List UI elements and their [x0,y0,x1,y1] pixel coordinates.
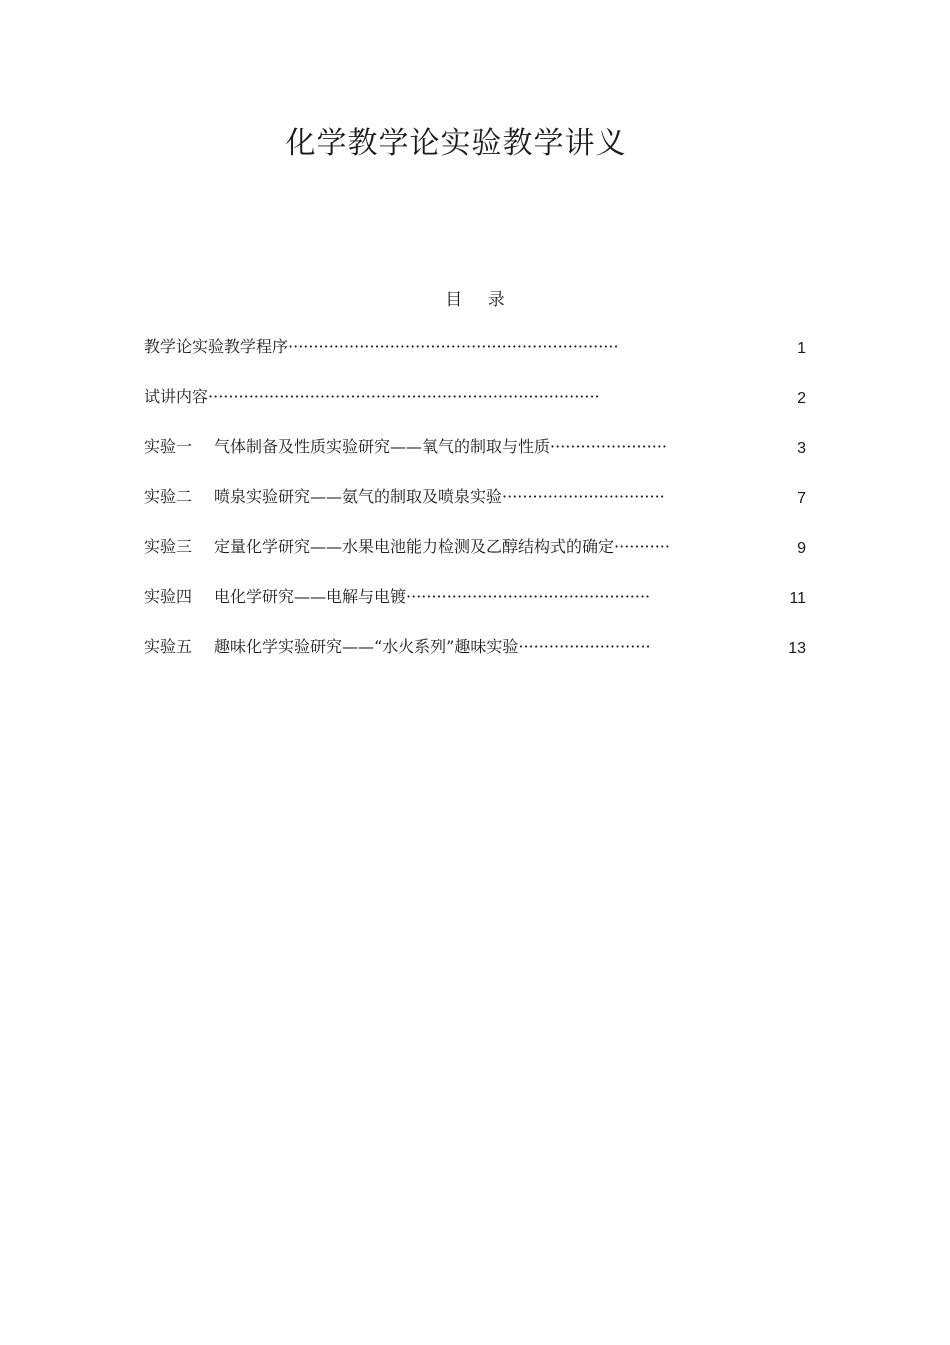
toc-heading: 目 录 [445,290,505,310]
toc-entry[interactable] [144,585,810,635]
toc-leader-dots: ································································· [288,337,619,356]
toc-entry-title: 实验一 气体制备及性质实验研究——氧气的制取与性质······················· [144,435,734,459]
toc-page-number: 13 [788,640,806,657]
toc-page-number: 7 [797,490,806,507]
toc-entry-title: 试讲内容············································································· [144,387,600,406]
toc-entry-title: 实验四 电化学研究——电解与电镀················································ [144,585,734,609]
toc-entry-prefix: 实验五 [144,637,193,656]
toc-leader-dots: ································ [502,487,665,506]
toc-entry-prefix: 实验四 [144,587,193,606]
toc-entry-title: 教学论实验教学程序································································· [144,337,619,356]
toc-page-number: 2 [797,390,806,407]
toc-entry-prefix: 实验三 [144,537,193,556]
toc-entry[interactable] [144,435,810,485]
toc-entry-title: 实验五 趣味化学实验研究——“水火系列”趣味实验·························· [144,635,734,659]
toc-entry-prefix: 实验二 [144,487,193,506]
toc-entry[interactable] [144,485,810,535]
toc-entry[interactable] [144,385,810,435]
toc-page-number: 11 [789,590,806,607]
toc-entry[interactable] [144,535,810,585]
toc-page-number: 1 [797,340,806,357]
toc-entry-title: 实验二 喷泉实验研究——氨气的制取及喷泉实验································ [144,485,734,509]
toc-leader-dots: ················································ [406,587,651,606]
toc-page-number: 3 [797,440,806,457]
table-of-contents [144,335,810,685]
toc-entry-prefix: 实验一 [144,437,193,456]
toc-page-number: 9 [797,540,806,557]
toc-leader-dots: ·························· [518,637,651,656]
toc-leader-dots: ············································································· [208,387,600,406]
toc-entry[interactable] [144,335,810,385]
toc-leader-dots: ··········· [614,537,670,556]
toc-entry[interactable] [144,635,810,685]
toc-leader-dots: ······················· [550,437,667,456]
toc-entry-title: 实验三 定量化学研究——水果电池能力检测及乙醇结构式的确定··········· [144,535,734,559]
document-title: 化学教学论实验教学讲义 [285,126,627,161]
